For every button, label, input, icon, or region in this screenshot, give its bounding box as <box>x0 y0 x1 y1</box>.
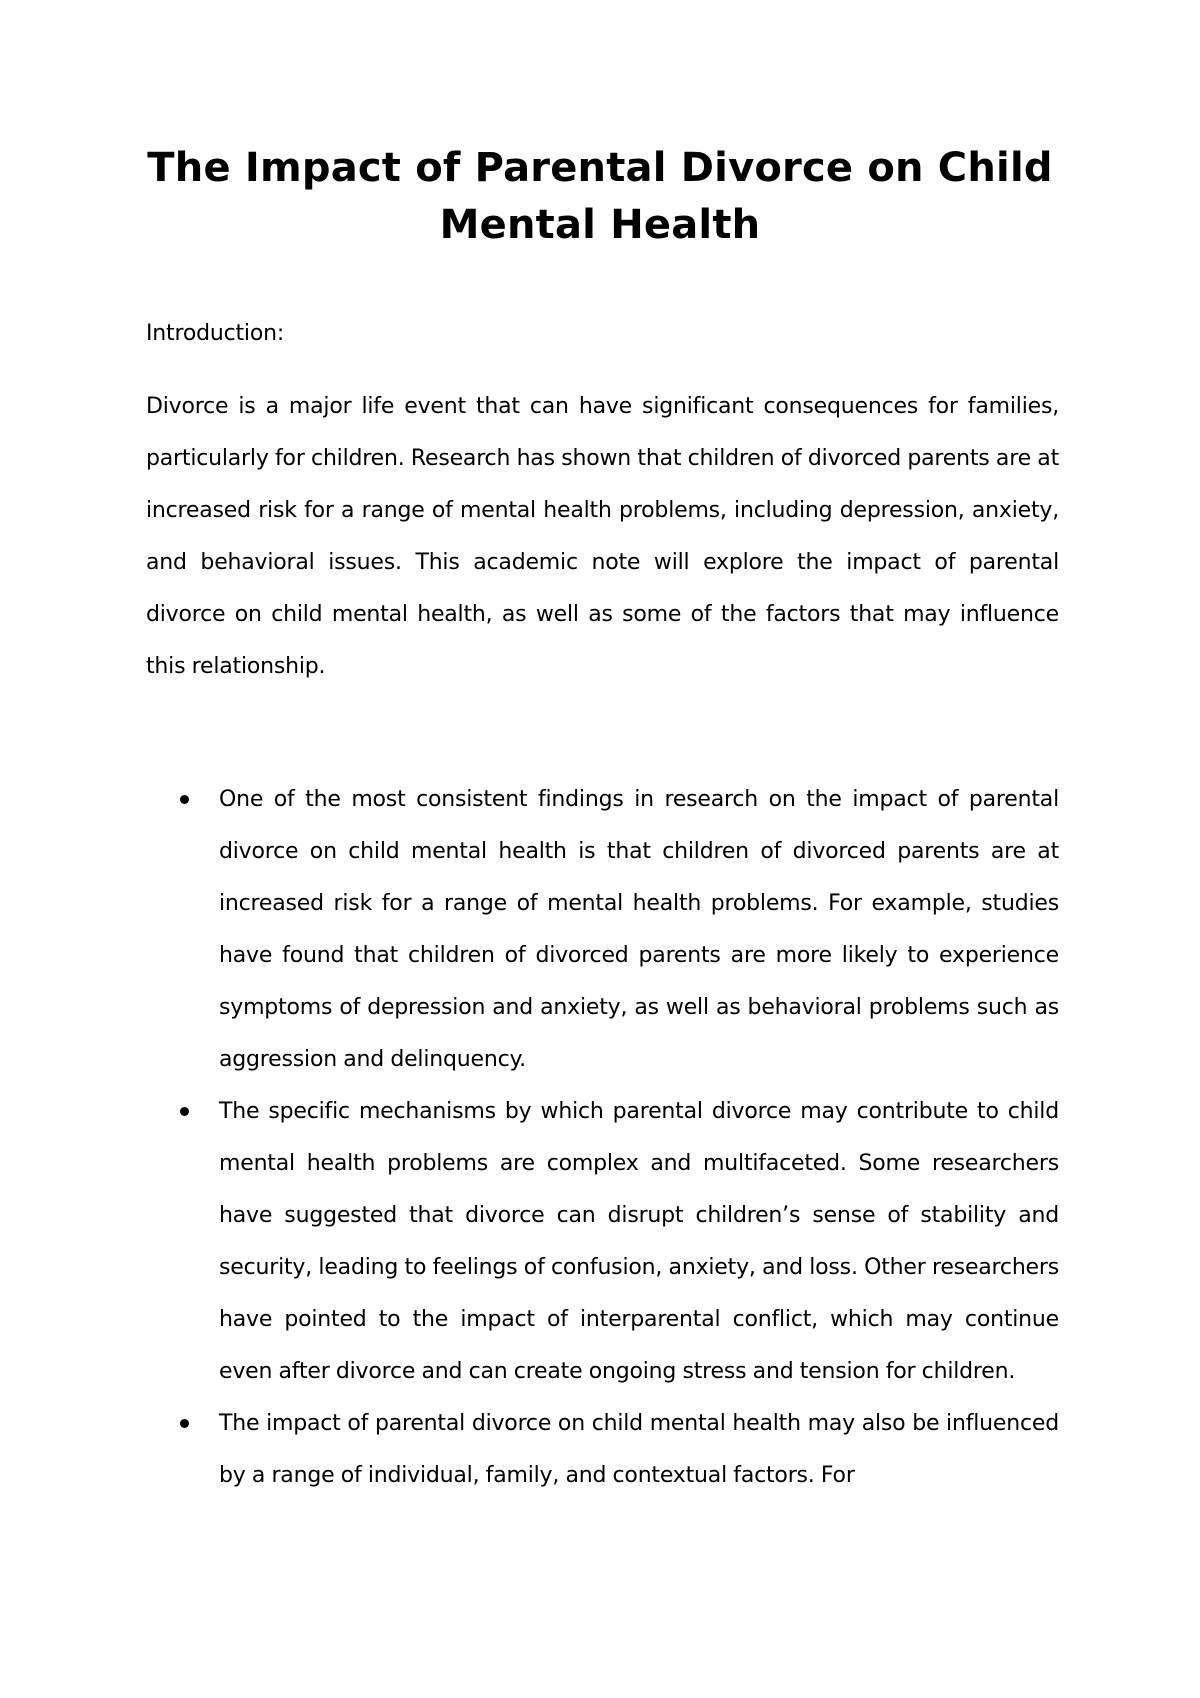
introduction-heading: Introduction: <box>146 321 285 346</box>
bullet-text: The specific mechanisms by which parental divorce may contribute to child mental health problems are complex and multifaceted. Some researchers have suggested that divorce can disrupt children’s sense of stability and security, leading to feelings of confusion, anxiety, and loss. Other researchers have pointed to the impact of interparental conflict, which may continue even after divorce and can create ongoing stress and tension for children. <box>219 1099 1059 1384</box>
introduction-paragraph: Divorce is a major life event that can have significant consequences for families, particularly for children. Research has shown that children of divorced parents are at increased risk for a range of mental health problems, including depression, anxiety, and behavioral issues. This academic note will explore the impact of parental divorce on child mental health, as well as some of the factors that may influence this relationship. <box>146 394 1059 679</box>
bullet-icon <box>180 795 189 804</box>
bullet-icon <box>180 1419 189 1428</box>
bullet-text: The impact of parental divorce on child mental health may also be influenced by a range of individual, family, and contextual factors. For <box>219 1411 1059 1488</box>
document-title: The Impact of Parental Divorce on Child Mental Health <box>147 145 1053 248</box>
bullet-icon <box>180 1107 189 1116</box>
bullet-text: One of the most consistent findings in research on the impact of parental divorce on child mental health is that children of divorced parents are at increased risk for a range of mental health problems. For example, studies have found that children of divorced parents are more likely to experience symptoms of depression and anxiety, as well as behavioral problems such as aggression and delinquency. <box>219 787 1059 1072</box>
list-item <box>219 1086 1059 1398</box>
bullet-list <box>219 774 1059 1502</box>
list-item <box>219 774 1059 1086</box>
list-item <box>219 1398 1059 1502</box>
